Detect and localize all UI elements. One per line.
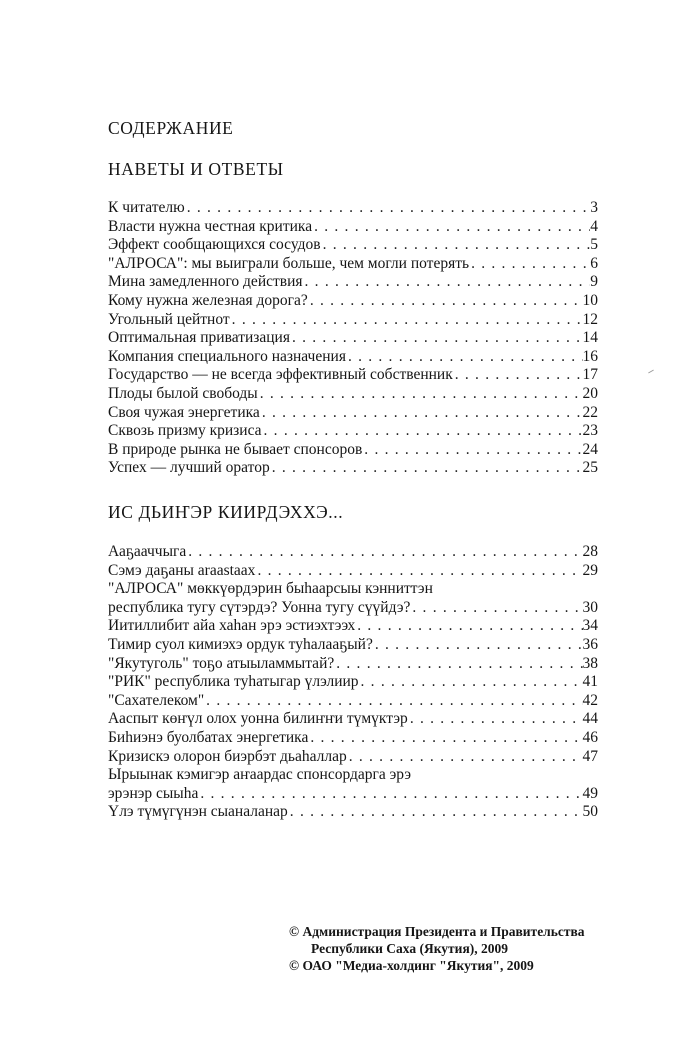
toc-entry: "РИК" республика туһатыгар үлэлиир . . . 41 [108,673,598,692]
toc-entry: Сэмэ даҕаны araastaах . . . 29 [108,562,598,581]
toc-entry: Үлэ түмүгүнэн сыаналанар . . . 50 [108,803,598,822]
toc-entry: эрэнэр сыыһа . . . 49 [108,785,598,804]
toc-entry: "АЛРОСА": мы выиграли больше, чем могли потерять . . . 6 [108,255,598,274]
toc-entry: Биһиэнэ буолбатах энергетика . . . 46 [108,729,598,748]
toc-entry: Плоды былой свободы . . . 20 [108,385,598,404]
toc-entry: Успех — лучший оратор . . . 25 [108,459,598,478]
copyright-line-2: Республики Саха (Якутия), 2009 [311,941,509,956]
toc-entry: В природе рынка не бывает спонсоров . . . 24 [108,441,598,460]
toc-entry: Эффект сообщающихся сосудов . . . 5 [108,236,598,255]
toc-entry: Ааспыт көҥүл олох уонна билиҥҥи түмүктэр . . . 44 [108,710,598,729]
toc-entry-first-line: Ырыынак кэмигэр аҥаардас спонсордарга эрэ [108,766,412,784]
toc-entry: Иитиллибит айа хаһан эрэ эстиэхтээх . . . 34 [108,617,598,636]
section-heading-2: ИС ДЬИҤЭР КИИРДЭХХЭ... [108,502,344,522]
toc-entry: Мина замедленного действия . . . 9 [108,273,598,292]
copyright-notice [289,923,585,974]
toc-entry: Тимир суол кимиэхэ ордук туһалааҕый? . . . 36 [108,636,598,655]
toc-entry: Своя чужая энергетика . . . 22 [108,404,598,423]
copyright-line-1: © Администрация Президента и Правительства [289,924,585,939]
toc-entry: республика тугу сүтэрдэ? Уонна тугу сүүйдэ? . . . 30 [108,599,598,618]
toc-section-1 [108,199,598,478]
toc-entry: "Якутуголь" тоҕо атыыламмытай? . . . 38 [108,655,598,674]
toc-entry: Кому нужна железная дорога? . . . 10 [108,292,598,311]
toc-entry: Угольный цейтнот . . . 12 [108,311,598,330]
toc-entry: Кризискэ олорон биэрбэт дьаһаллар . . . 47 [108,748,598,767]
toc-entry: Ааҕааччыга . . . 28 [108,543,598,562]
toc-section-2 [108,543,598,822]
toc-entry: Власти нужна честная критика . . . 4 [108,218,598,237]
stray-mark [648,370,654,374]
page-title: СОДЕРЖАНИЕ [108,118,234,138]
toc-entry-first-line: "АЛРОСА" мөккүөрдэрин быһаарсыы кэнниттэн [108,580,433,598]
toc-entry: Оптимальная приватизация . . . 14 [108,329,598,348]
toc-entry: "Сахателеком" . . . 42 [108,692,598,711]
section-heading-1: НАВЕТЫ И ОТВЕТЫ [108,159,284,179]
copyright-line-3: © ОАО "Медиа-холдинг "Якутия", 2009 [289,958,534,973]
toc-entry: Сквозь призму кризиса . . . 23 [108,422,598,441]
toc-entry: К читателю . . . 3 [108,199,598,218]
toc-entry: Компания специального назначения . . . 16 [108,348,598,367]
toc-entry: Государство — не всегда эффективный собственник . . . 17 [108,366,598,385]
